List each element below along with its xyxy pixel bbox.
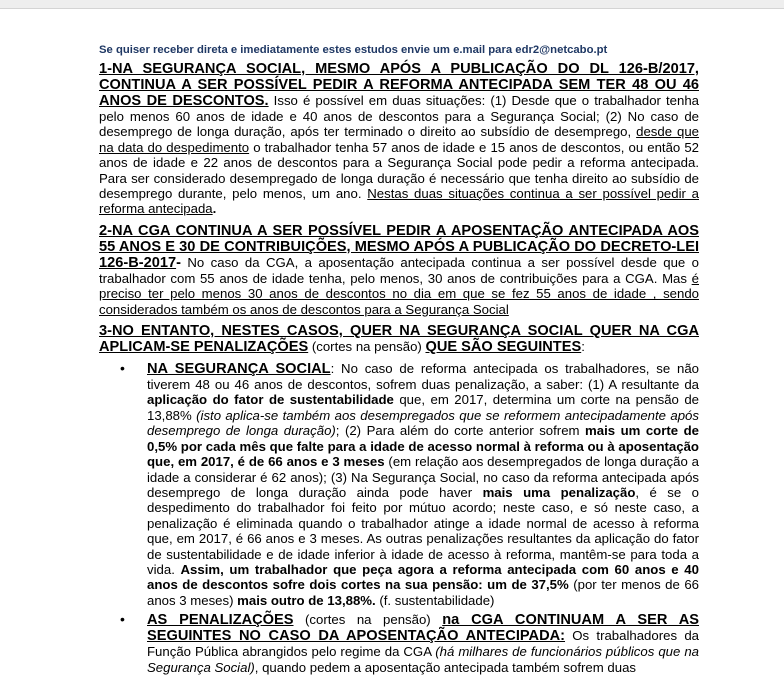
- section-2-title: 2-NA CGA CONTINUA A SER POSSÍVEL PEDIR A APOSENTAÇÃO ANTECIPADA AOS 55 ANOS E 30 DE CONTRIBUIÇÕES, MESMO APÓS A PUBLICAÇÃO DO DECRETO-LEI 126-B-2017: [99, 222, 699, 271]
- subscribe-header: Se quiser receber direta e imediatamente estes estudos envie um e.mail para edr2@netcabo.pt: [99, 44, 608, 56]
- bullet-icon: •: [120, 360, 125, 377]
- bullet-icon: •: [120, 611, 125, 628]
- section-1-title: 1-NA SEGURANÇA SOCIAL, MESMO APÓS A PUBLICAÇÃO DO DL 126-B/2017, CONTINUA A SER POSSÍVEL PEDIR A REFORMA ANTECIPADA SEM TER 48 OU 46 ANOS DE DESCONTOS.: [99, 61, 699, 109]
- section-2: 2-NA CGA CONTINUA A SER POSSÍVEL PEDIR A APOSENTAÇÃO ANTECIPADA AOS 55 ANOS E 30 DE CONTRIBUIÇÕES, MESMO APÓS A PUBLICAÇÃO DO DECRETO-LEI 126-B-2017- No caso da CGA, a aposentação antecipada continua a ser possível desde que o trabalhador com 55 anos de idade tenha, pelo menos, 30 anos de contribuições para a CGA. Mas é preciso ter pelo menos 30 anos de descontos no dia em que se fez 55 anos de idade , sendo considerados também os anos de descontos para a Segurança Social: [99, 222, 699, 317]
- window-top-bar: [0, 0, 784, 9]
- section-3-title: 3-NO ENTANTO, NESTES CASOS, QUER NA SEGURANÇA SOCIAL QUER NA CGA APLICAM-SE PENALIZAÇÕES (cortes na pensão) QUE SÃO SEGUINTES:: [99, 323, 699, 356]
- list-item-cga: • AS PENALIZAÇÕES (cortes na pensão) na CGA CONTINUAM A SER AS SEGUINTES NO CASO DA APOSENTAÇÃO ANTECIPADA: Os trabalhadores da Função Pública abrangidos pelo regime da CGA (há milhares de funcionários públicos que na Segurança Social), quando pedem a aposentação antecipada também sofrem duas: [120, 611, 700, 675]
- penalties-list: [99, 361, 699, 675]
- section-1: 1-NA SEGURANÇA SOCIAL, MESMO APÓS A PUBLICAÇÃO DO DL 126-B/2017, CONTINUA A SER POSSÍVEL PEDIR A REFORMA ANTECIPADA SEM TER 48 OU 46 ANOS DE DESCONTOS. Isso é possível em duas situações: (1) Desde que o trabalhador tenha pelo menos 60 anos de idade e 40 anos de descontos para a Segurança Social; (2) No caso de desemprego de longa duração, após ter terminado o direito ao subsídio de desemprego, desde que na data do despedimento o trabalhador tenha 57 anos de idade e 15 anos de descontos, ou então 52 anos de idade e 22 anos de descontos para a Segurança Social pode pedir a reforma antecipada. Para ser considerado desempregado de longa duração é necessário que tenha direito ao subsídio de desemprego durante, pelo menos, um ano. Nestas duas situações continua a ser possível pedir a reforma antecipada.: [99, 61, 700, 217]
- list-item-seguranca-social: • NA SEGURANÇA SOCIAL: No caso de reforma antecipada os trabalhadores, se não tiverem 48 ou 46 anos de descontos, sofrem duas penalização, a saber: (1) A resultante da aplicação do fator de sustentabilidade que, em 2017, determina um corte na pensão de 13,88% (isto aplica-se também aos desempregados que se reformem antecipadamente após desemprego de longa duração); (2) Para além do corte anterior sofrem mais um corte de 0,5% por cada mês que falte para a idade de acesso normal à reforma ou à aposentação que, em 2017, é de 66 anos e 3 meses (em relação aos desempregados de longa duração a idade a considerar é 62 anos); (3) Na Segurança Social, no caso da reforma antecipada após desemprego de longa duração ainda pode haver mais uma penalização, é se o despedimento do trabalhador foi feito por mútuo acordo; neste caso, e só neste caso, a penalização é eliminada quando o trabalhador atinge a idade normal de acesso à reforma que, em 2017, é 66 anos e 3 meses. As outras penalizações resultantes da aplicação do fator de sustentabilidade e de idade inferior à idade de acesso à reforma, mantêm-se para toda a vida. Assim, um trabalhador que peça agora a reforma antecipada com 60 anos e 40 anos de descontos sofre dois cortes na sua pensão: um de 37,5% (por ter menos de 66 anos 3 meses) mais outro de 13,88%. (f. sustentabilidade): [120, 360, 699, 608]
- document-page: [99, 44, 699, 679]
